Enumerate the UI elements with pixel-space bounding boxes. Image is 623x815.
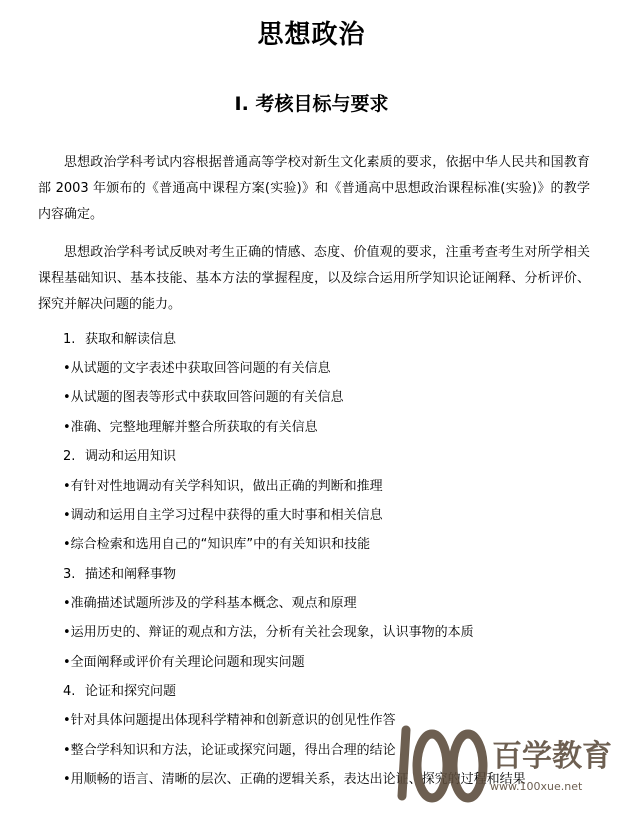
bullet-item: •有针对性地调动有关学科知识，做出正确的判断和推理 bbox=[63, 479, 383, 494]
page-title: 思想政治 bbox=[257, 20, 366, 50]
bullet-item: •全面阐释或评价有关理论问题和现实问题 bbox=[63, 655, 305, 670]
section-heading-3 bbox=[63, 565, 176, 585]
bullet-item: •用顺畅的语言、清晰的层次、正确的逻辑关系，表达出论证、探究的过程和结果 bbox=[63, 772, 526, 787]
intro-paragraph-1: 思想政治学科考试内容根据普通高等学校对新生文化素质的要求，依据中华人民共和国教育部 2003 年颁布的《普通高中课程方案(实验)》和《普通高中思想政治课程标准(实验)》的教学内容确定。 bbox=[38, 155, 590, 222]
bullet-item: •从试题的文字表述中获取回答问题的有关信息 bbox=[63, 361, 331, 376]
logo-text: 百学教育 bbox=[492, 739, 612, 774]
bullet-item: •准确、完整地理解并整合所获取的有关信息 bbox=[63, 420, 318, 435]
section-heading-text: 调动和运用知识 bbox=[85, 449, 177, 464]
section-number: 2. bbox=[63, 449, 76, 464]
bullet-item: •从试题的图表等形式中获取回答问题的有关信息 bbox=[63, 390, 344, 405]
bullet-item: •调动和运用自主学习过程中获得的重大时事和相关信息 bbox=[63, 508, 383, 523]
section-heading-1 bbox=[63, 330, 176, 350]
bullet-item: •准确描述试题所涉及的学科基本概念、观点和原理 bbox=[63, 596, 357, 611]
section-number: 3. bbox=[63, 567, 76, 582]
watermark-logo bbox=[392, 718, 612, 810]
section-heading-text: 获取和解读信息 bbox=[85, 332, 177, 347]
section-heading-4 bbox=[63, 682, 176, 702]
section-title: Ⅰ. 考核目标与要求 bbox=[234, 93, 389, 115]
intro-paragraph-2: 思想政治学科考试反映对考生正确的情感、态度、价值观的要求，注重考查考生对所学相关课程基础知识、基本技能、基本方法的掌握程度，以及综合运用所学知识论证阐释、分析评价、探究并解决问题的能力。 bbox=[38, 245, 590, 312]
section-heading-2 bbox=[63, 447, 176, 467]
bullet-item: •整合学科知识和方法，论证或探究问题，得出合理的结论 bbox=[63, 743, 396, 758]
section-heading-text: 描述和阐释事物 bbox=[85, 567, 177, 582]
logo-url: www.100xue.net bbox=[490, 780, 583, 793]
section-heading-text: 论证和探究问题 bbox=[85, 684, 177, 699]
section-number: 1. bbox=[63, 332, 76, 347]
bullet-item: •综合检索和选用自己的“知识库”中的有关知识和技能 bbox=[63, 537, 371, 552]
logo-number-100 bbox=[402, 730, 483, 798]
bullet-item: •运用历史的、辩证的观点和方法，分析有关社会现象，认识事物的本质 bbox=[63, 625, 474, 640]
bullet-item: •针对具体问题提出体现科学精神和创新意识的创见性作答 bbox=[63, 713, 396, 728]
section-number: 4. bbox=[63, 684, 76, 699]
